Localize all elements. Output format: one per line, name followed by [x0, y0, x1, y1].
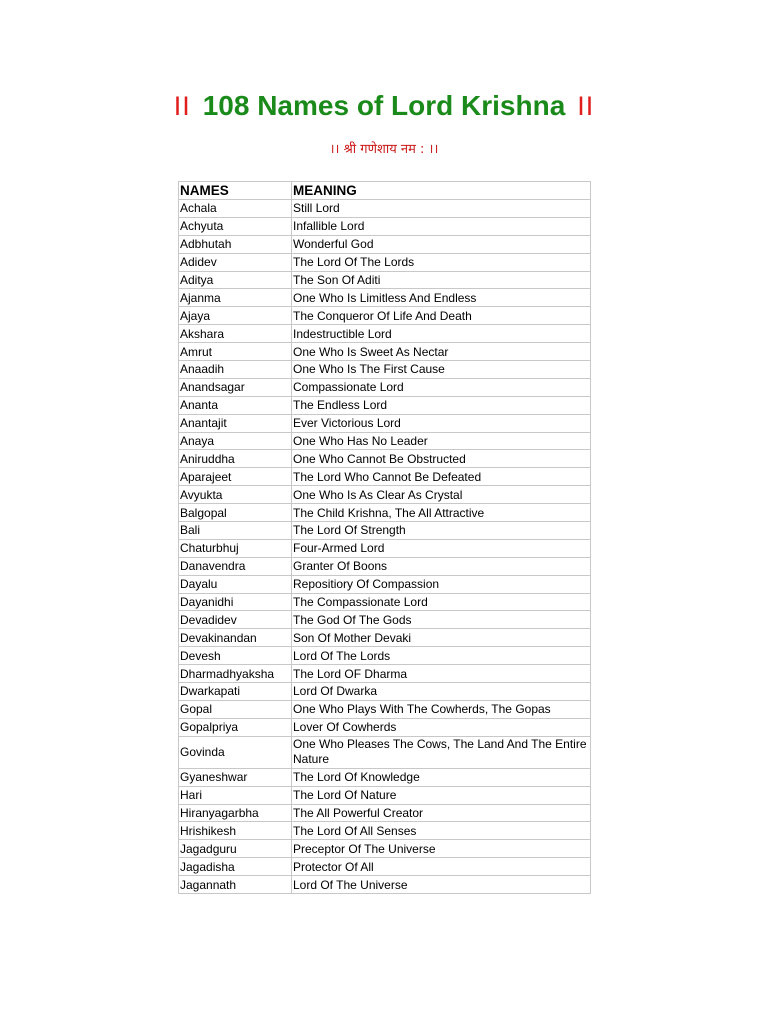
names-table	[178, 181, 591, 894]
table-row	[179, 289, 591, 307]
table-row	[179, 665, 591, 683]
table-row	[179, 539, 591, 557]
table-row	[179, 361, 591, 379]
table-row	[179, 504, 591, 522]
meaning-cell: The Lord Of All Senses	[292, 822, 591, 840]
table-row	[179, 432, 591, 450]
meaning-cell: Lover Of Cowherds	[292, 718, 591, 736]
krishna-name-cell: Dwarkapati	[179, 683, 292, 701]
table-row	[179, 768, 591, 786]
table-row	[179, 647, 591, 665]
krishna-name-cell: Aniruddha	[179, 450, 292, 468]
meaning-cell: Four-Armed Lord	[292, 539, 591, 557]
table-row	[179, 217, 591, 235]
table-row	[179, 450, 591, 468]
title-mark-right: II	[577, 91, 595, 121]
table-row	[179, 786, 591, 804]
page-title	[0, 86, 768, 126]
meaning-cell: Son Of Mother Devaki	[292, 629, 591, 647]
title-text: 108 Names of Lord Krishna	[202, 90, 566, 121]
meaning-cell: Protector Of All	[292, 858, 591, 876]
krishna-name-cell: Anandsagar	[179, 378, 292, 396]
krishna-name-cell: Anaya	[179, 432, 292, 450]
krishna-name-cell: Aditya	[179, 271, 292, 289]
meaning-cell: Lord Of Dwarka	[292, 683, 591, 701]
table-row	[179, 522, 591, 540]
meaning-cell: One Who Plays With The Cowherds, The Gopas	[292, 700, 591, 718]
krishna-name-cell: Ajanma	[179, 289, 292, 307]
krishna-name-cell: Achala	[179, 200, 292, 218]
krishna-name-cell: Devesh	[179, 647, 292, 665]
meaning-cell: One Who Pleases The Cows, The Land And The Entire Nature	[292, 736, 591, 768]
meaning-cell: One Who Is Sweet As Nectar	[292, 343, 591, 361]
krishna-name-cell: Chaturbhuj	[179, 539, 292, 557]
krishna-name-cell: Hiranyagarbha	[179, 804, 292, 822]
table-row	[179, 396, 591, 414]
table-row	[179, 593, 591, 611]
table-row	[179, 378, 591, 396]
meaning-cell: The Lord Of The Lords	[292, 253, 591, 271]
meaning-cell: One Who Is The First Cause	[292, 361, 591, 379]
meaning-cell: Wonderful God	[292, 235, 591, 253]
krishna-name-cell: Hrishikesh	[179, 822, 292, 840]
krishna-name-cell: Adbhutah	[179, 235, 292, 253]
meaning-cell: One Who Is Limitless And Endless	[292, 289, 591, 307]
table-row	[179, 414, 591, 432]
sanskrit-invocation: ।। श्री गणेशाय नम : ।।	[329, 142, 439, 157]
meaning-cell: Indestructible Lord	[292, 325, 591, 343]
meaning-cell: Preceptor Of The Universe	[292, 840, 591, 858]
krishna-name-cell: Amrut	[179, 343, 292, 361]
krishna-name-cell: Dharmadhyaksha	[179, 665, 292, 683]
table-row	[179, 822, 591, 840]
krishna-name-cell: Ananta	[179, 396, 292, 414]
meaning-cell: The Lord OF Dharma	[292, 665, 591, 683]
krishna-name-cell: Dayanidhi	[179, 593, 292, 611]
krishna-name-cell: Hari	[179, 786, 292, 804]
table-row	[179, 804, 591, 822]
krishna-name-cell: Anaadih	[179, 361, 292, 379]
krishna-name-cell: Achyuta	[179, 217, 292, 235]
meaning-cell: One Who Has No Leader	[292, 432, 591, 450]
krishna-name-cell: Devadidev	[179, 611, 292, 629]
krishna-name-cell: Danavendra	[179, 557, 292, 575]
krishna-name-cell: Gopalpriya	[179, 718, 292, 736]
meaning-cell: Ever Victorious Lord	[292, 414, 591, 432]
table-row	[179, 700, 591, 718]
meaning-cell: Granter Of Boons	[292, 557, 591, 575]
table-row	[179, 611, 591, 629]
meaning-cell: The Lord Of Knowledge	[292, 768, 591, 786]
meaning-cell: The Lord Of Nature	[292, 786, 591, 804]
meaning-cell: The God Of The Gods	[292, 611, 591, 629]
meaning-cell: Repositiory Of Compassion	[292, 575, 591, 593]
krishna-name-cell: Akshara	[179, 325, 292, 343]
meaning-cell: The Conqueror Of Life And Death	[292, 307, 591, 325]
meaning-cell: Infallible Lord	[292, 217, 591, 235]
krishna-name-cell: Adidev	[179, 253, 292, 271]
column-header-meaning: MEANING	[292, 182, 591, 200]
table-row	[179, 575, 591, 593]
krishna-name-cell: Ajaya	[179, 307, 292, 325]
krishna-name-cell: Avyukta	[179, 486, 292, 504]
meaning-cell: The Lord Who Cannot Be Defeated	[292, 468, 591, 486]
krishna-name-cell: Devakinandan	[179, 629, 292, 647]
krishna-name-cell: Jagannath	[179, 876, 292, 894]
meaning-cell: The Compassionate Lord	[292, 593, 591, 611]
table-row	[179, 200, 591, 218]
title-mark-left: II	[173, 91, 191, 121]
table-row	[179, 718, 591, 736]
meaning-cell: The Endless Lord	[292, 396, 591, 414]
krishna-name-cell: Jagadguru	[179, 840, 292, 858]
krishna-name-cell: Gopal	[179, 700, 292, 718]
table-row	[179, 307, 591, 325]
krishna-name-cell: Jagadisha	[179, 858, 292, 876]
meaning-cell: Still Lord	[292, 200, 591, 218]
table-row	[179, 683, 591, 701]
krishna-name-cell: Gyaneshwar	[179, 768, 292, 786]
table-row	[179, 486, 591, 504]
krishna-name-cell: Aparajeet	[179, 468, 292, 486]
table-row	[179, 858, 591, 876]
krishna-name-cell: Bali	[179, 522, 292, 540]
table-body	[179, 200, 591, 894]
meaning-cell: Compassionate Lord	[292, 378, 591, 396]
column-header-names: NAMES	[179, 182, 292, 200]
meaning-cell: The All Powerful Creator	[292, 804, 591, 822]
table-row	[179, 343, 591, 361]
table-row	[179, 736, 591, 768]
meaning-cell: The Son Of Aditi	[292, 271, 591, 289]
krishna-name-cell: Anantajit	[179, 414, 292, 432]
meaning-cell: One Who Cannot Be Obstructed	[292, 450, 591, 468]
krishna-name-cell: Dayalu	[179, 575, 292, 593]
table-row	[179, 629, 591, 647]
krishna-name-cell: Balgopal	[179, 504, 292, 522]
meaning-cell: Lord Of The Universe	[292, 876, 591, 894]
table-row	[179, 876, 591, 894]
table-row	[179, 468, 591, 486]
table-row	[179, 235, 591, 253]
meaning-cell: The Child Krishna, The All Attractive	[292, 504, 591, 522]
table-row	[179, 557, 591, 575]
meaning-cell: The Lord Of Strength	[292, 522, 591, 540]
meaning-cell: Lord Of The Lords	[292, 647, 591, 665]
table-row	[179, 271, 591, 289]
table-header-row	[179, 182, 591, 200]
table-row	[179, 253, 591, 271]
krishna-name-cell: Govinda	[179, 736, 292, 768]
table-row	[179, 840, 591, 858]
table-row	[179, 325, 591, 343]
meaning-cell: One Who Is As Clear As Crystal	[292, 486, 591, 504]
